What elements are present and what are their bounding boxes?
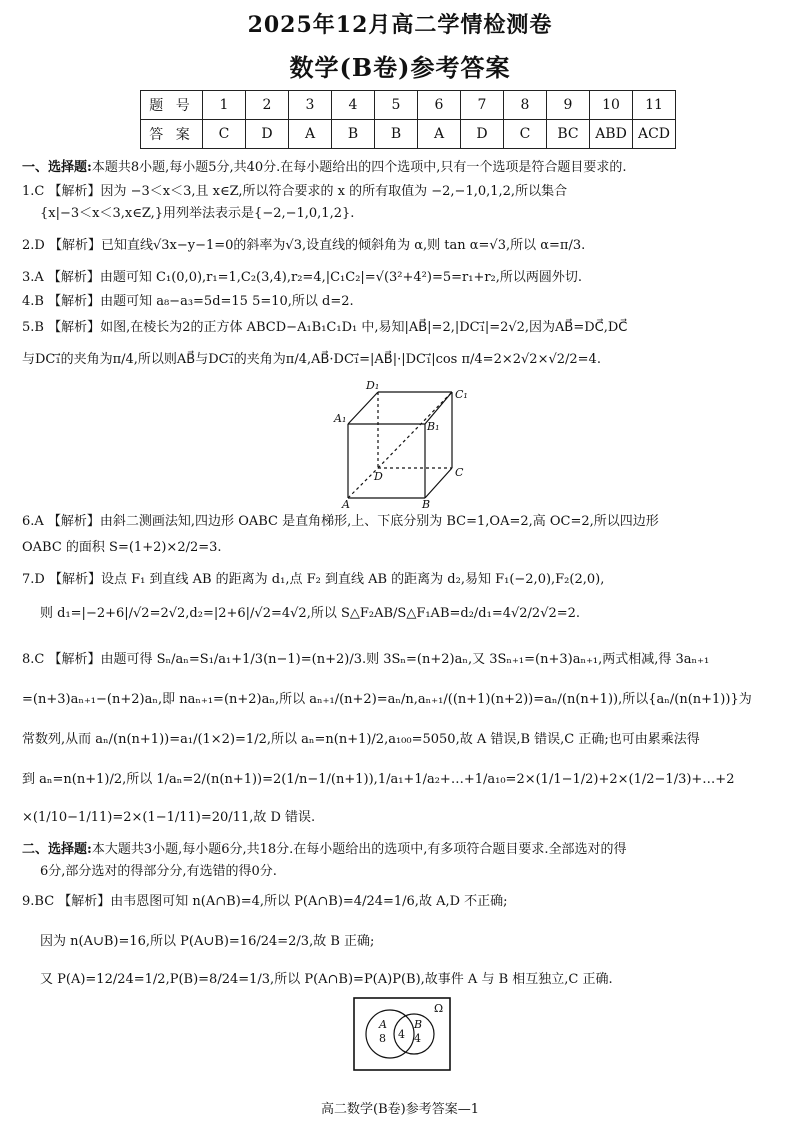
cube-label-d1: D₁: [366, 379, 380, 392]
cube-edge: [348, 392, 378, 424]
q8-line-e: ×(1/10−1/11)=2×(1−1/11)=20/11,故 D 错误.: [22, 810, 316, 825]
answer-cell: A: [289, 120, 332, 149]
q4-line: 4.B 【解析】由题可知 a₈−a₃=5d=15 5=10,所以 d=2.: [22, 294, 354, 309]
q6-line-b: OABC 的面积 S=(1+2)×2/2=3.: [22, 540, 222, 555]
question-number: 11: [633, 91, 676, 120]
q7-line-a: 7.D 【解析】设点 F₁ 到直线 AB 的距离为 d₁,点 F₂ 到直线 AB 的距离为 d₂,易知 F₁(−2,0),F₂(2,0),: [22, 572, 605, 587]
cube-figure: [330, 378, 480, 508]
question-number: 8: [504, 91, 547, 120]
exam-subtitle: 数学(B卷)参考答案: [289, 53, 511, 82]
page-footer: 高二数学(B卷)参考答案—1: [321, 1102, 479, 1117]
q5-line-a: 5.B 【解析】如图,在棱长为2的正方体 ABCD−A₁B₁C₁D₁ 中,易知|AB⃗|=2,|DC₁⃗|=2√2,因为AB⃗=DC⃗,DC⃗: [22, 320, 628, 335]
q8-line-a: 8.C 【解析】由题可得 Sₙ/aₙ=S₁/a₁+1/3(n−1)=(n+2)/3.则 3Sₙ=(n+2)aₙ,又 3Sₙ₊₁=(n+3)aₙ₊₁,两式相减,得 3aₙ₊₁: [22, 652, 710, 667]
section2-heading: 二、选择题:: [22, 842, 92, 857]
venn-overlap-value: 4: [398, 1028, 405, 1041]
cube-label-d: D: [374, 470, 383, 483]
question-number: 1: [203, 91, 246, 120]
answer-cell: D: [246, 120, 289, 149]
venn-b-label: B: [414, 1018, 423, 1031]
section1-text: 本题共8小题,每小题5分,共40分.在每小题给出的四个选项中,只有一个选项是符合题目要求的.: [91, 160, 627, 175]
answer-cell: ABD: [590, 120, 633, 149]
venn-circle-a: [366, 1010, 414, 1058]
q7-line-b: 则 d₁=|−2+6|/√2=2√2,d₂=|2+6|/√2=4√2,所以 S△F₂AB/S△F₁AB=d₂/d₁=4√2/2√2=2.: [40, 606, 581, 621]
cube-label-b1: B₁: [427, 420, 440, 433]
cube-label-c1: C₁: [455, 388, 468, 401]
answer-cell: A: [418, 120, 461, 149]
question-number: 2: [246, 91, 289, 120]
q3-line: 3.A 【解析】由题可知 C₁(0,0),r₁=1,C₂(3,4),r₂=4,|C₁C₂|=√(3²+4²)=5=r₁+r₂,所以两圆外切.: [22, 270, 583, 285]
q2-line: 2.D 【解析】已知直线√3x−y−1=0的斜率为√3,设直线的倾斜角为 α,则 tan α=√3,所以 α=π/3.: [22, 238, 586, 253]
venn-a-label: A: [379, 1018, 387, 1031]
answer-cell: C: [203, 120, 246, 149]
section1-heading: 一、选择题:: [22, 160, 92, 175]
answer-table-number-row: [141, 91, 676, 120]
q8-line-d: 到 aₙ=n(n+1)/2,所以 1/aₙ=2/(n(n+1))=2(1/n−1/(n+1)),1/a₁+1/a₂+…+1/a₁₀=2×(1/1−1/2)+2×(1/2−1/3)+…+2: [22, 772, 735, 787]
section1-header: [22, 158, 778, 178]
question-number: 3: [289, 91, 332, 120]
q9-line-b: 因为 n(A∪B)=16,所以 P(A∪B)=16/24=2/3,故 B 正确;: [40, 934, 375, 949]
question-number: 7: [461, 91, 504, 120]
answer-table: [140, 90, 676, 149]
cube-label-a: A: [342, 498, 350, 508]
q8-line-c: 常数列,从而 aₙ/(n(n+1))=a₁/(1×2)=1/2,所以 aₙ=n(n+1)/2,a₁₀₀=5050,故 A 错误,B 错误,C 正确;也可由累乘法得: [22, 732, 700, 747]
section2-header: [22, 840, 778, 860]
q9-line-a: 9.BC 【解析】由韦恩图可知 n(A∩B)=4,所以 P(A∩B)=4/24=1/6,故 A,D 不正确;: [22, 894, 508, 909]
question-number: 6: [418, 91, 461, 120]
answer-cell: D: [461, 120, 504, 149]
venn-diagram: [352, 996, 452, 1072]
answer-cell: BC: [547, 120, 590, 149]
venn-omega-label: Ω: [434, 1002, 444, 1015]
answer-table-answer-row: [141, 120, 676, 149]
row-label-number: 题 号: [141, 91, 203, 120]
cube-edge: [425, 468, 452, 498]
cube-diagonal: [378, 392, 452, 468]
question-number: 4: [332, 91, 375, 120]
answer-cell: ACD: [633, 120, 676, 149]
answer-cell: C: [504, 120, 547, 149]
cube-label-c: C: [455, 466, 464, 479]
cube-label-a1: A₁: [334, 412, 347, 425]
section2-text-b: 6分,部分选对的得部分分,有选错的得0分.: [40, 864, 277, 879]
venn-a-value: 8: [379, 1032, 386, 1045]
q1-line-a: 1.C 【解析】因为 −3＜x＜3,且 x∈Z,所以符合要求的 x 的所有取值为 −2,−1,0,1,2,所以集合: [22, 184, 568, 199]
section2-text-a: 本大题共3小题,每小题6分,共18分.在每小题给出的选项中,有多项符合题目要求.全部选对的得: [91, 842, 627, 857]
venn-b-value: 4: [414, 1032, 421, 1045]
row-label-answer: 答 案: [141, 120, 203, 149]
cube-label-b: B: [422, 498, 431, 508]
answer-cell: B: [375, 120, 418, 149]
q9-line-c: 又 P(A)=12/24=1/2,P(B)=8/24=1/3,所以 P(A∩B)=P(A)P(B),故事件 A 与 B 相互独立,C 正确.: [40, 972, 613, 987]
q6-line-a: 6.A 【解析】由斜二测画法知,四边形 OABC 是直角梯形,上、下底分别为 BC=1,OA=2,高 OC=2,所以四边形: [22, 514, 659, 529]
q5-line-b: 与DC₁⃗的夹角为π/4,所以则AB⃗与DC₁⃗的夹角为π/4,AB⃗·DC₁⃗=|AB⃗|·|DC₁⃗|cos π/4=2×2√2×√2/2=4.: [22, 352, 601, 367]
question-number: 5: [375, 91, 418, 120]
answer-cell: B: [332, 120, 375, 149]
q8-line-b: =(n+3)aₙ₊₁−(n+2)aₙ,即 naₙ₊₁=(n+2)aₙ,所以 aₙ₊₁/(n+2)=aₙ/n,aₙ₊₁/((n+1)(n+2))=aₙ/(n(n+1)),所以{aₙ/(n(n+1))}为: [22, 692, 752, 707]
question-number: 9: [547, 91, 590, 120]
exam-title: 2025年12月高二学情检测卷: [247, 12, 553, 38]
q1-line-b: {x|−3＜x＜3,x∈Z,}用列举法表示是{−2,−1,0,1,2}.: [40, 206, 355, 221]
question-number: 10: [590, 91, 633, 120]
